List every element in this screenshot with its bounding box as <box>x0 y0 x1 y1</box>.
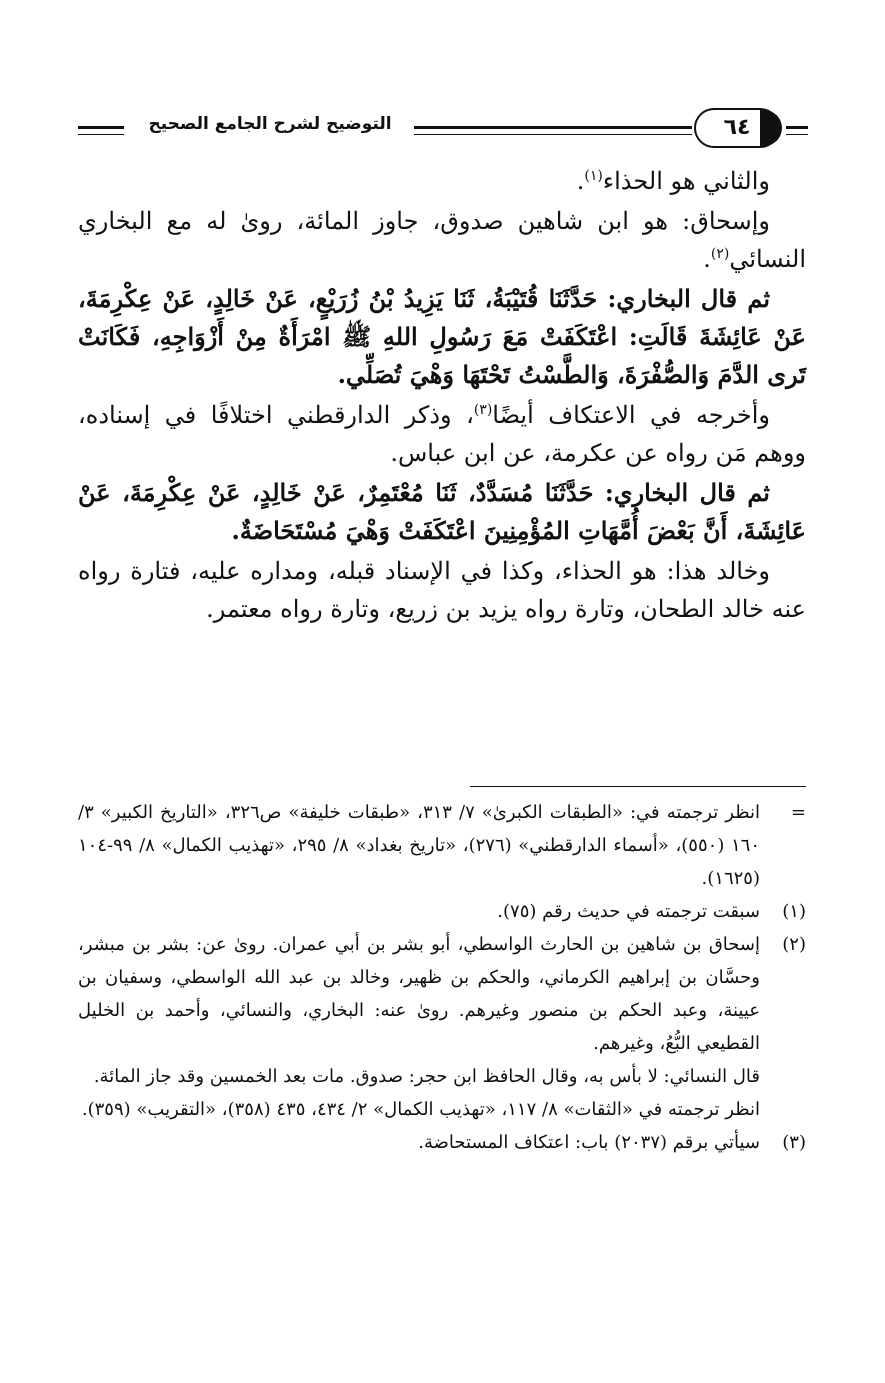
page-header <box>78 106 808 154</box>
footnote-body <box>78 928 760 1126</box>
paragraph-3 <box>78 280 806 394</box>
paragraph-2 <box>78 202 806 278</box>
paragraph-6: وخالد هذا: هو الحذاء، وكذا في الإسناد قبله، ومداره عليه، فتارة رواه عنه خالد الطحان، وتارة رواه يزيد بن زريع، وتارة رواه معتمر. <box>78 557 806 623</box>
running-title: التوضيح لشرح الجامع الصحيح <box>148 114 392 134</box>
header-rule-left <box>78 126 124 135</box>
footnote-marker: (٢) <box>782 934 806 955</box>
header-rule-middle <box>414 126 692 135</box>
header-rule-right <box>786 126 808 135</box>
footnote-paragraph: انظر ترجمته في «الثقات» ٨/ ١١٧، «تهذيب الكمال» ٢/ ٤٣٤، ٤٣٥ (٣٥٨)، «التقريب» (٣٥٩). <box>81 1099 760 1120</box>
footnote-marker: (١) <box>782 901 806 922</box>
paragraph-4-text-b: ، وذكر الدارقطني اختلافًا في إسناده، ووهم مَن رواه عن عكرمة، عن ابن عباس. <box>78 401 806 467</box>
paragraph-2-text: وإسحاق: هو ابن شاهين صدوق، جاوز المائة، روىٰ له مع البخاري النسائي <box>78 207 806 273</box>
footnote-paragraph: سيأتي برقم (٢٠٣٧) باب: اعتكاف المستحاضة. <box>418 1132 760 1153</box>
page-number: ٦٤ <box>694 108 780 148</box>
hadith-intro-1: ثم قال البخاري: <box>597 284 771 313</box>
footnote-3 <box>78 1126 806 1159</box>
paragraph-4 <box>78 396 806 472</box>
hadith-text-1: حَدَّثَنَا قُتَيْبَةُ، ثَنَا يَزِيدُ بْنُ زُرَيْعٍ، عَنْ خَالِدٍ، عَنْ عِكْرِمَةَ، عَنْ عَائِشَةَ قَالَتِ: اعْتَكَفَتْ مَعَ رَسُولِ اللهِ ﷺ امْرَأَةٌ مِنْ أَزْوَاجِهِ، فَكَانَتْ تَرى الدَّمَ وَالصُّفْرَةَ، وَالطَّسْتُ تَحْتَهَا وَهْيَ تُصَلِّي. <box>78 284 806 389</box>
hadith-text-2: حَدَّثَنَا مُسَدَّدٌ، ثَنَا مُعْتَمِرٌ، عَنْ خَالِدٍ، عَنْ عِكْرِمَةَ، عَنْ عَائِشَةَ، أَنَّ بَعْضَ أُمَّهَاتِ المُؤْمِنِينَ اعْتَكَفَتْ وَهْيَ مُسْتَحَاضَةٌ. <box>78 478 806 545</box>
footnote-2 <box>78 928 806 1126</box>
paragraph-5 <box>78 474 806 550</box>
paragraph-1-end: . <box>576 167 585 195</box>
footnote-ref-2: (٢) <box>710 246 730 262</box>
main-text <box>78 162 806 628</box>
footnote-ref-3: (٣) <box>473 402 493 418</box>
paragraph-2-end: . <box>703 245 711 273</box>
footnote-paragraph: إسحاق بن شاهين بن الحارث الواسطي، أبو بشر بن أبي عمران. روىٰ عن: بشر بن مبشر، وحسَّان بن إبراهيم الكرماني، والحكم بن ظهير، وخالد بن عبد الله الواسطي، وسفيان بن عيينة، وعبد الحكم بن منصور وغيرهم. روىٰ عنه: البخاري، والنسائي، وأحمد بن الخليل القطيعي البُّعُ، وغيرهم. <box>78 934 760 1054</box>
paragraph-4-text-a: وأخرجه في الاعتكاف أيضًا <box>492 401 770 429</box>
footnote-marker: (٣) <box>782 1132 806 1153</box>
paragraph-1-text: والثاني هو الحذاء <box>602 167 770 195</box>
footnotes <box>78 796 806 1159</box>
paragraph-1 <box>78 162 806 200</box>
footnote-body <box>78 895 760 928</box>
footnote-paragraph: قال النسائي: لا بأس به، وقال الحافظ ابن حجر: صدوق. مات بعد الخمسين وقد جاز المائة. <box>93 1066 760 1087</box>
footnote-body <box>78 796 760 895</box>
footnote-paragraph: سبقت ترجمته في حديث رقم (٧٥). <box>497 901 760 922</box>
footnote-ref-1: (١) <box>584 168 603 184</box>
footnote-1 <box>78 895 806 928</box>
footnote-body <box>78 1126 760 1159</box>
footnote-separator <box>470 786 806 787</box>
footnote-paragraph: انظر ترجمته في: «الطبقات الكبرىٰ» ٧/ ٣١٣، «طبقات خليفة» ص٣٢٦، «التاريخ الكبير» ٣/ ١٦٠ (٥٥٠)، «أسماء الدارقطني» (٢٧٦)، «تاريخ بغداد» ٨/ ٢٩٥، «تهذيب الكمال» ٨/ ٩٩-١٠٤ (١٦٢٥). <box>78 802 760 889</box>
footnote-continued <box>78 796 806 895</box>
hadith-intro-2: ثم قال البخاري: <box>593 478 770 507</box>
footnote-marker: = <box>790 802 806 823</box>
